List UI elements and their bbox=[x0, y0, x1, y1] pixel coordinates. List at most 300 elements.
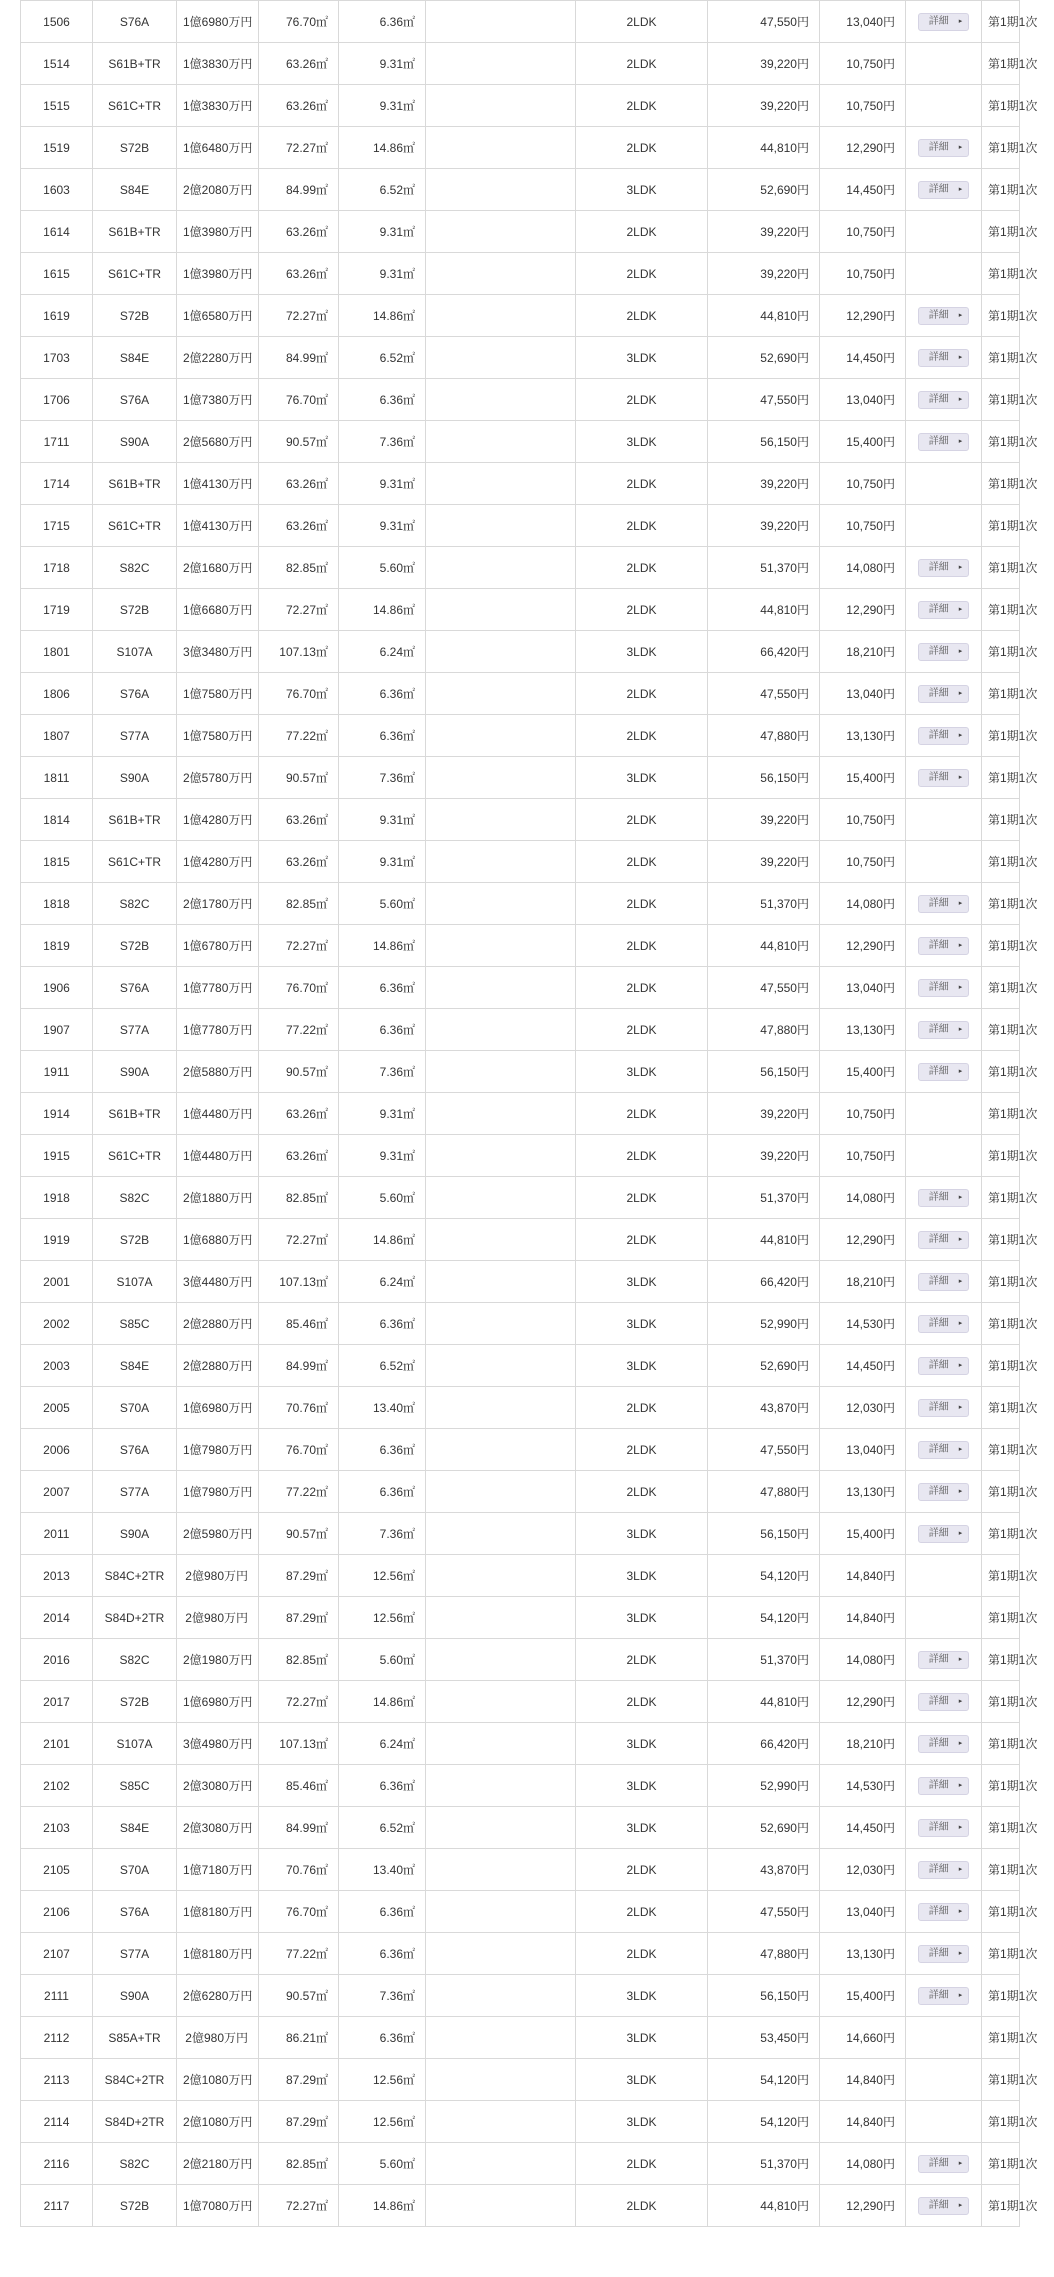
detail-button-label: 詳細 bbox=[928, 1233, 949, 1245]
arrow-right-icon: ▸ bbox=[958, 2201, 963, 2209]
detail-button[interactable] bbox=[918, 1987, 970, 2005]
unit-number-cell: 2101 bbox=[21, 1723, 93, 1765]
detail-button[interactable] bbox=[918, 181, 970, 199]
floor-plan-type-cell: S76A bbox=[93, 673, 177, 715]
unit-number-cell: 1715 bbox=[21, 505, 93, 547]
price-cell: 2億1080万円 bbox=[177, 2101, 259, 2143]
management-fee-cell: 43,870円 bbox=[708, 1387, 820, 1429]
layout-cell: 2LDK bbox=[576, 799, 708, 841]
empty-cell bbox=[426, 589, 576, 631]
arrow-right-icon: ▸ bbox=[958, 353, 963, 361]
layout-cell: 3LDK bbox=[576, 1555, 708, 1597]
floor-plan-type-cell: S72B bbox=[93, 2185, 177, 2227]
floor-plan-type-cell: S61B+TR bbox=[93, 799, 177, 841]
table-row bbox=[21, 295, 1020, 337]
balcony-area-cell: 6.52㎡ bbox=[339, 1345, 426, 1387]
empty-cell bbox=[426, 463, 576, 505]
repair-reserve-cell: 10,750円 bbox=[820, 253, 906, 295]
balcony-area-cell: 6.36㎡ bbox=[339, 1429, 426, 1471]
detail-cell bbox=[906, 883, 982, 925]
management-fee-cell: 51,370円 bbox=[708, 547, 820, 589]
sales-phase-cell: 第1期1次 bbox=[982, 1555, 1020, 1597]
empty-cell bbox=[426, 1723, 576, 1765]
floor-plan-type-cell: S84D+2TR bbox=[93, 1597, 177, 1639]
table-row bbox=[21, 631, 1020, 673]
detail-button-label: 詳細 bbox=[928, 1821, 949, 1833]
detail-button-label: 詳細 bbox=[928, 1863, 949, 1875]
repair-reserve-cell: 15,400円 bbox=[820, 421, 906, 463]
table-row bbox=[21, 715, 1020, 757]
table-row bbox=[21, 2143, 1020, 2185]
sales-phase-cell: 第1期1次 bbox=[982, 715, 1020, 757]
detail-button[interactable] bbox=[918, 433, 970, 451]
price-cell: 1億4480万円 bbox=[177, 1093, 259, 1135]
table-row bbox=[21, 1849, 1020, 1891]
floor-plan-type-cell: S61B+TR bbox=[93, 463, 177, 505]
repair-reserve-cell: 14,530円 bbox=[820, 1303, 906, 1345]
floor-area-cell: 70.76㎡ bbox=[259, 1849, 339, 1891]
detail-button[interactable] bbox=[918, 1021, 970, 1039]
detail-button-label: 詳細 bbox=[928, 771, 949, 783]
floor-plan-type-cell: S70A bbox=[93, 1387, 177, 1429]
management-fee-cell: 54,120円 bbox=[708, 1597, 820, 1639]
unit-number-cell: 1814 bbox=[21, 799, 93, 841]
management-fee-cell: 44,810円 bbox=[708, 1681, 820, 1723]
layout-cell: 2LDK bbox=[576, 2143, 708, 2185]
arrow-right-icon: ▸ bbox=[958, 1529, 963, 1537]
management-fee-cell: 52,990円 bbox=[708, 1765, 820, 1807]
repair-reserve-cell: 12,290円 bbox=[820, 589, 906, 631]
layout-cell: 2LDK bbox=[576, 379, 708, 421]
detail-cell bbox=[906, 253, 982, 295]
floor-plan-type-cell: S84E bbox=[93, 337, 177, 379]
floor-plan-type-cell: S76A bbox=[93, 379, 177, 421]
floor-plan-type-cell: S76A bbox=[93, 1, 177, 43]
balcony-area-cell: 9.31㎡ bbox=[339, 1135, 426, 1177]
unit-number-cell: 2103 bbox=[21, 1807, 93, 1849]
unit-number-cell: 1703 bbox=[21, 337, 93, 379]
management-fee-cell: 56,150円 bbox=[708, 421, 820, 463]
layout-cell: 3LDK bbox=[576, 1975, 708, 2017]
management-fee-cell: 47,550円 bbox=[708, 1429, 820, 1471]
unit-number-cell: 1801 bbox=[21, 631, 93, 673]
floor-plan-type-cell: S85C bbox=[93, 1765, 177, 1807]
detail-cell bbox=[906, 1891, 982, 1933]
floor-area-cell: 84.99㎡ bbox=[259, 1345, 339, 1387]
unit-number-cell: 2001 bbox=[21, 1261, 93, 1303]
empty-cell bbox=[426, 211, 576, 253]
layout-cell: 2LDK bbox=[576, 1177, 708, 1219]
table-row bbox=[21, 1723, 1020, 1765]
price-cell: 1億7080万円 bbox=[177, 2185, 259, 2227]
management-fee-cell: 54,120円 bbox=[708, 2059, 820, 2101]
repair-reserve-cell: 14,080円 bbox=[820, 1177, 906, 1219]
floor-plan-type-cell: S76A bbox=[93, 1891, 177, 1933]
arrow-right-icon: ▸ bbox=[958, 1319, 963, 1327]
detail-button[interactable] bbox=[918, 1441, 970, 1459]
unit-number-cell: 1906 bbox=[21, 967, 93, 1009]
management-fee-cell: 44,810円 bbox=[708, 127, 820, 169]
empty-cell bbox=[426, 127, 576, 169]
management-fee-cell: 39,220円 bbox=[708, 85, 820, 127]
sales-phase-cell: 第1期1次 bbox=[982, 1975, 1020, 2017]
table-row bbox=[21, 1387, 1020, 1429]
arrow-right-icon: ▸ bbox=[958, 1403, 963, 1411]
sales-phase-cell: 第1期1次 bbox=[982, 1261, 1020, 1303]
detail-button[interactable] bbox=[918, 937, 970, 955]
floor-plan-type-cell: S90A bbox=[93, 1513, 177, 1555]
detail-button[interactable] bbox=[918, 1819, 970, 1837]
detail-button-label: 詳細 bbox=[928, 1527, 949, 1539]
floor-area-cell: 76.70㎡ bbox=[259, 967, 339, 1009]
sales-phase-cell: 第1期1次 bbox=[982, 883, 1020, 925]
balcony-area-cell: 6.36㎡ bbox=[339, 1891, 426, 1933]
floor-plan-type-cell: S107A bbox=[93, 1261, 177, 1303]
detail-button-label: 詳細 bbox=[928, 1359, 949, 1371]
floor-area-cell: 63.26㎡ bbox=[259, 1093, 339, 1135]
floor-area-cell: 82.85㎡ bbox=[259, 1177, 339, 1219]
empty-cell bbox=[426, 547, 576, 589]
detail-button-label: 詳細 bbox=[928, 1317, 949, 1329]
arrow-right-icon: ▸ bbox=[958, 395, 963, 403]
floor-area-cell: 90.57㎡ bbox=[259, 1513, 339, 1555]
detail-cell bbox=[906, 1639, 982, 1681]
detail-button[interactable] bbox=[918, 601, 970, 619]
repair-reserve-cell: 13,130円 bbox=[820, 1009, 906, 1051]
detail-button-label: 詳細 bbox=[928, 939, 949, 951]
detail-button[interactable] bbox=[918, 1273, 970, 1291]
floor-plan-type-cell: S70A bbox=[93, 1849, 177, 1891]
floor-area-cell: 82.85㎡ bbox=[259, 1639, 339, 1681]
unit-number-cell: 1706 bbox=[21, 379, 93, 421]
detail-cell bbox=[906, 379, 982, 421]
floor-area-cell: 76.70㎡ bbox=[259, 379, 339, 421]
management-fee-cell: 47,880円 bbox=[708, 1009, 820, 1051]
arrow-right-icon: ▸ bbox=[958, 17, 963, 25]
balcony-area-cell: 6.52㎡ bbox=[339, 337, 426, 379]
detail-button[interactable] bbox=[918, 895, 970, 913]
empty-cell bbox=[426, 1177, 576, 1219]
management-fee-cell: 66,420円 bbox=[708, 1261, 820, 1303]
detail-button[interactable] bbox=[918, 1483, 970, 1501]
price-cell: 2億1680万円 bbox=[177, 547, 259, 589]
layout-cell: 2LDK bbox=[576, 715, 708, 757]
price-cell: 1億6480万円 bbox=[177, 127, 259, 169]
detail-button[interactable] bbox=[918, 1861, 970, 1879]
management-fee-cell: 66,420円 bbox=[708, 1723, 820, 1765]
empty-cell bbox=[426, 295, 576, 337]
repair-reserve-cell: 14,450円 bbox=[820, 1807, 906, 1849]
price-cell: 1億8180万円 bbox=[177, 1891, 259, 1933]
detail-button[interactable] bbox=[918, 1777, 970, 1795]
sales-phase-cell: 第1期1次 bbox=[982, 421, 1020, 463]
arrow-right-icon: ▸ bbox=[958, 143, 963, 151]
price-cell: 2億5980万円 bbox=[177, 1513, 259, 1555]
unit-number-cell: 1603 bbox=[21, 169, 93, 211]
table-row bbox=[21, 211, 1020, 253]
empty-cell bbox=[426, 1513, 576, 1555]
layout-cell: 2LDK bbox=[576, 85, 708, 127]
detail-button[interactable] bbox=[918, 1693, 970, 1711]
repair-reserve-cell: 18,210円 bbox=[820, 1261, 906, 1303]
sales-phase-cell: 第1期1次 bbox=[982, 463, 1020, 505]
layout-cell: 2LDK bbox=[576, 211, 708, 253]
repair-reserve-cell: 15,400円 bbox=[820, 1051, 906, 1093]
layout-cell: 2LDK bbox=[576, 1849, 708, 1891]
table-row bbox=[21, 589, 1020, 631]
detail-button[interactable] bbox=[918, 1903, 970, 1921]
price-cell: 1億6980万円 bbox=[177, 1, 259, 43]
detail-button[interactable] bbox=[918, 727, 970, 745]
management-fee-cell: 52,690円 bbox=[708, 1807, 820, 1849]
detail-cell bbox=[906, 85, 982, 127]
floor-plan-type-cell: S90A bbox=[93, 1051, 177, 1093]
floor-plan-type-cell: S82C bbox=[93, 883, 177, 925]
balcony-area-cell: 9.31㎡ bbox=[339, 1093, 426, 1135]
price-cell: 1億3980万円 bbox=[177, 253, 259, 295]
detail-button-label: 詳細 bbox=[928, 1443, 949, 1455]
detail-button[interactable] bbox=[918, 1399, 970, 1417]
table-row bbox=[21, 547, 1020, 589]
floor-area-cell: 84.99㎡ bbox=[259, 1807, 339, 1849]
sales-phase-cell: 第1期1次 bbox=[982, 757, 1020, 799]
table-row bbox=[21, 1429, 1020, 1471]
detail-button[interactable] bbox=[918, 1189, 970, 1207]
arrow-right-icon: ▸ bbox=[958, 1235, 963, 1243]
detail-button[interactable] bbox=[918, 1357, 970, 1375]
table-row bbox=[21, 1303, 1020, 1345]
detail-button-label: 詳細 bbox=[928, 687, 949, 699]
detail-cell bbox=[906, 967, 982, 1009]
arrow-right-icon: ▸ bbox=[958, 1697, 963, 1705]
table-row bbox=[21, 757, 1020, 799]
price-cell: 3億4480万円 bbox=[177, 1261, 259, 1303]
table-row bbox=[21, 1135, 1020, 1177]
sales-phase-cell: 第1期1次 bbox=[982, 1513, 1020, 1555]
management-fee-cell: 39,220円 bbox=[708, 505, 820, 547]
detail-button[interactable] bbox=[918, 643, 970, 661]
detail-button[interactable] bbox=[918, 2197, 970, 2215]
layout-cell: 3LDK bbox=[576, 421, 708, 463]
repair-reserve-cell: 14,840円 bbox=[820, 1597, 906, 1639]
price-cell: 1億7180万円 bbox=[177, 1849, 259, 1891]
detail-button-label: 詳細 bbox=[928, 897, 949, 909]
empty-cell bbox=[426, 379, 576, 421]
arrow-right-icon: ▸ bbox=[958, 731, 963, 739]
repair-reserve-cell: 14,840円 bbox=[820, 2101, 906, 2143]
unit-number-cell: 1718 bbox=[21, 547, 93, 589]
management-fee-cell: 39,220円 bbox=[708, 253, 820, 295]
detail-button[interactable] bbox=[918, 1525, 970, 1543]
management-fee-cell: 52,690円 bbox=[708, 337, 820, 379]
layout-cell: 2LDK bbox=[576, 1639, 708, 1681]
table-row bbox=[21, 1555, 1020, 1597]
detail-cell bbox=[906, 1093, 982, 1135]
detail-button[interactable] bbox=[918, 1945, 970, 1963]
price-cell: 2億2880万円 bbox=[177, 1345, 259, 1387]
floor-area-cell: 72.27㎡ bbox=[259, 295, 339, 337]
floor-plan-type-cell: S61B+TR bbox=[93, 211, 177, 253]
detail-button-label: 詳細 bbox=[928, 2199, 949, 2211]
layout-cell: 3LDK bbox=[576, 1597, 708, 1639]
detail-cell bbox=[906, 1345, 982, 1387]
unit-number-cell: 2106 bbox=[21, 1891, 93, 1933]
floor-area-cell: 86.21㎡ bbox=[259, 2017, 339, 2059]
floor-plan-type-cell: S84C+2TR bbox=[93, 2059, 177, 2101]
unit-number-cell: 2006 bbox=[21, 1429, 93, 1471]
balcony-area-cell: 14.86㎡ bbox=[339, 127, 426, 169]
floor-plan-type-cell: S77A bbox=[93, 1933, 177, 1975]
unit-number-cell: 1807 bbox=[21, 715, 93, 757]
detail-button[interactable] bbox=[918, 559, 970, 577]
detail-button[interactable] bbox=[918, 2155, 970, 2173]
price-cell: 1億3830万円 bbox=[177, 43, 259, 85]
table-row bbox=[21, 1639, 1020, 1681]
layout-cell: 2LDK bbox=[576, 883, 708, 925]
sales-phase-cell: 第1期1次 bbox=[982, 295, 1020, 337]
repair-reserve-cell: 10,750円 bbox=[820, 85, 906, 127]
empty-cell bbox=[426, 1807, 576, 1849]
balcony-area-cell: 6.24㎡ bbox=[339, 1261, 426, 1303]
floor-area-cell: 76.70㎡ bbox=[259, 1, 339, 43]
floor-plan-type-cell: S76A bbox=[93, 967, 177, 1009]
table-row bbox=[21, 43, 1020, 85]
detail-button[interactable] bbox=[918, 139, 970, 157]
floor-area-cell: 76.70㎡ bbox=[259, 1891, 339, 1933]
unit-number-cell: 1914 bbox=[21, 1093, 93, 1135]
layout-cell: 2LDK bbox=[576, 1009, 708, 1051]
price-cell: 2億2880万円 bbox=[177, 1303, 259, 1345]
repair-reserve-cell: 12,290円 bbox=[820, 1681, 906, 1723]
empty-cell bbox=[426, 1849, 576, 1891]
management-fee-cell: 56,150円 bbox=[708, 1975, 820, 2017]
arrow-right-icon: ▸ bbox=[958, 1781, 963, 1789]
floor-area-cell: 63.26㎡ bbox=[259, 1135, 339, 1177]
empty-cell bbox=[426, 2017, 576, 2059]
detail-button[interactable] bbox=[918, 349, 970, 367]
sales-phase-cell: 第1期1次 bbox=[982, 1429, 1020, 1471]
floor-area-cell: 76.70㎡ bbox=[259, 673, 339, 715]
management-fee-cell: 47,550円 bbox=[708, 1, 820, 43]
detail-cell bbox=[906, 2101, 982, 2143]
balcony-area-cell: 9.31㎡ bbox=[339, 841, 426, 883]
unit-number-cell: 1918 bbox=[21, 1177, 93, 1219]
floor-area-cell: 107.13㎡ bbox=[259, 1261, 339, 1303]
arrow-right-icon: ▸ bbox=[958, 437, 963, 445]
price-cell: 1億7780万円 bbox=[177, 1009, 259, 1051]
floor-plan-type-cell: S61B+TR bbox=[93, 43, 177, 85]
balcony-area-cell: 6.36㎡ bbox=[339, 1303, 426, 1345]
detail-button[interactable] bbox=[918, 685, 970, 703]
detail-button[interactable] bbox=[918, 979, 970, 997]
arrow-right-icon: ▸ bbox=[958, 1067, 963, 1075]
floor-plan-type-cell: S90A bbox=[93, 1975, 177, 2017]
table-row bbox=[21, 1513, 1020, 1555]
empty-cell bbox=[426, 253, 576, 295]
sales-phase-cell: 第1期1次 bbox=[982, 1135, 1020, 1177]
detail-cell bbox=[906, 1597, 982, 1639]
empty-cell bbox=[426, 337, 576, 379]
table-row bbox=[21, 1807, 1020, 1849]
floor-plan-type-cell: S82C bbox=[93, 1177, 177, 1219]
repair-reserve-cell: 14,530円 bbox=[820, 1765, 906, 1807]
sales-phase-cell: 第1期1次 bbox=[982, 1849, 1020, 1891]
floor-area-cell: 72.27㎡ bbox=[259, 925, 339, 967]
unit-number-cell: 2116 bbox=[21, 2143, 93, 2185]
detail-button-label: 詳細 bbox=[928, 1191, 949, 1203]
arrow-right-icon: ▸ bbox=[958, 899, 963, 907]
repair-reserve-cell: 10,750円 bbox=[820, 1135, 906, 1177]
floor-area-cell: 72.27㎡ bbox=[259, 589, 339, 631]
layout-cell: 2LDK bbox=[576, 1219, 708, 1261]
detail-button[interactable] bbox=[918, 1315, 970, 1333]
repair-reserve-cell: 10,750円 bbox=[820, 799, 906, 841]
sales-phase-cell: 第1期1次 bbox=[982, 1303, 1020, 1345]
management-fee-cell: 54,120円 bbox=[708, 1555, 820, 1597]
management-fee-cell: 47,550円 bbox=[708, 673, 820, 715]
sales-phase-cell: 第1期1次 bbox=[982, 2017, 1020, 2059]
sales-phase-cell: 第1期1次 bbox=[982, 1051, 1020, 1093]
detail-button[interactable] bbox=[918, 13, 970, 31]
floor-plan-type-cell: S84E bbox=[93, 1807, 177, 1849]
empty-cell bbox=[426, 1051, 576, 1093]
detail-button[interactable] bbox=[918, 1063, 970, 1081]
floor-area-cell: 77.22㎡ bbox=[259, 715, 339, 757]
sales-phase-cell: 第1期1次 bbox=[982, 1807, 1020, 1849]
table-row bbox=[21, 85, 1020, 127]
balcony-area-cell: 9.31㎡ bbox=[339, 43, 426, 85]
sales-phase-cell: 第1期1次 bbox=[982, 2185, 1020, 2227]
detail-button[interactable] bbox=[918, 1735, 970, 1753]
floor-plan-type-cell: S77A bbox=[93, 715, 177, 757]
table-row bbox=[21, 253, 1020, 295]
table-row bbox=[21, 169, 1020, 211]
unit-number-cell: 1714 bbox=[21, 463, 93, 505]
empty-cell bbox=[426, 2059, 576, 2101]
sales-phase-cell: 第1期1次 bbox=[982, 925, 1020, 967]
repair-reserve-cell: 12,030円 bbox=[820, 1387, 906, 1429]
price-cell: 1億6980万円 bbox=[177, 1681, 259, 1723]
detail-cell bbox=[906, 1807, 982, 1849]
balcony-area-cell: 5.60㎡ bbox=[339, 2143, 426, 2185]
detail-button-label: 詳細 bbox=[928, 729, 949, 741]
empty-cell bbox=[426, 43, 576, 85]
floor-area-cell: 63.26㎡ bbox=[259, 799, 339, 841]
detail-button[interactable] bbox=[918, 391, 970, 409]
layout-cell: 3LDK bbox=[576, 2101, 708, 2143]
detail-button[interactable] bbox=[918, 1651, 970, 1669]
detail-cell bbox=[906, 547, 982, 589]
price-cell: 1億7980万円 bbox=[177, 1471, 259, 1513]
sales-phase-cell: 第1期1次 bbox=[982, 43, 1020, 85]
sales-phase-cell: 第1期1次 bbox=[982, 2059, 1020, 2101]
empty-cell bbox=[426, 1135, 576, 1177]
unit-number-cell: 1806 bbox=[21, 673, 93, 715]
detail-button-label: 詳細 bbox=[928, 183, 949, 195]
detail-cell bbox=[906, 421, 982, 463]
empty-cell bbox=[426, 1933, 576, 1975]
detail-button[interactable] bbox=[918, 769, 970, 787]
unit-number-cell: 2102 bbox=[21, 1765, 93, 1807]
sales-phase-cell: 第1期1次 bbox=[982, 1219, 1020, 1261]
empty-cell bbox=[426, 421, 576, 463]
table-row bbox=[21, 379, 1020, 421]
sales-phase-cell: 第1期1次 bbox=[982, 127, 1020, 169]
detail-button[interactable] bbox=[918, 307, 970, 325]
balcony-area-cell: 12.56㎡ bbox=[339, 1555, 426, 1597]
detail-button[interactable] bbox=[918, 1231, 970, 1249]
unit-number-cell: 1815 bbox=[21, 841, 93, 883]
